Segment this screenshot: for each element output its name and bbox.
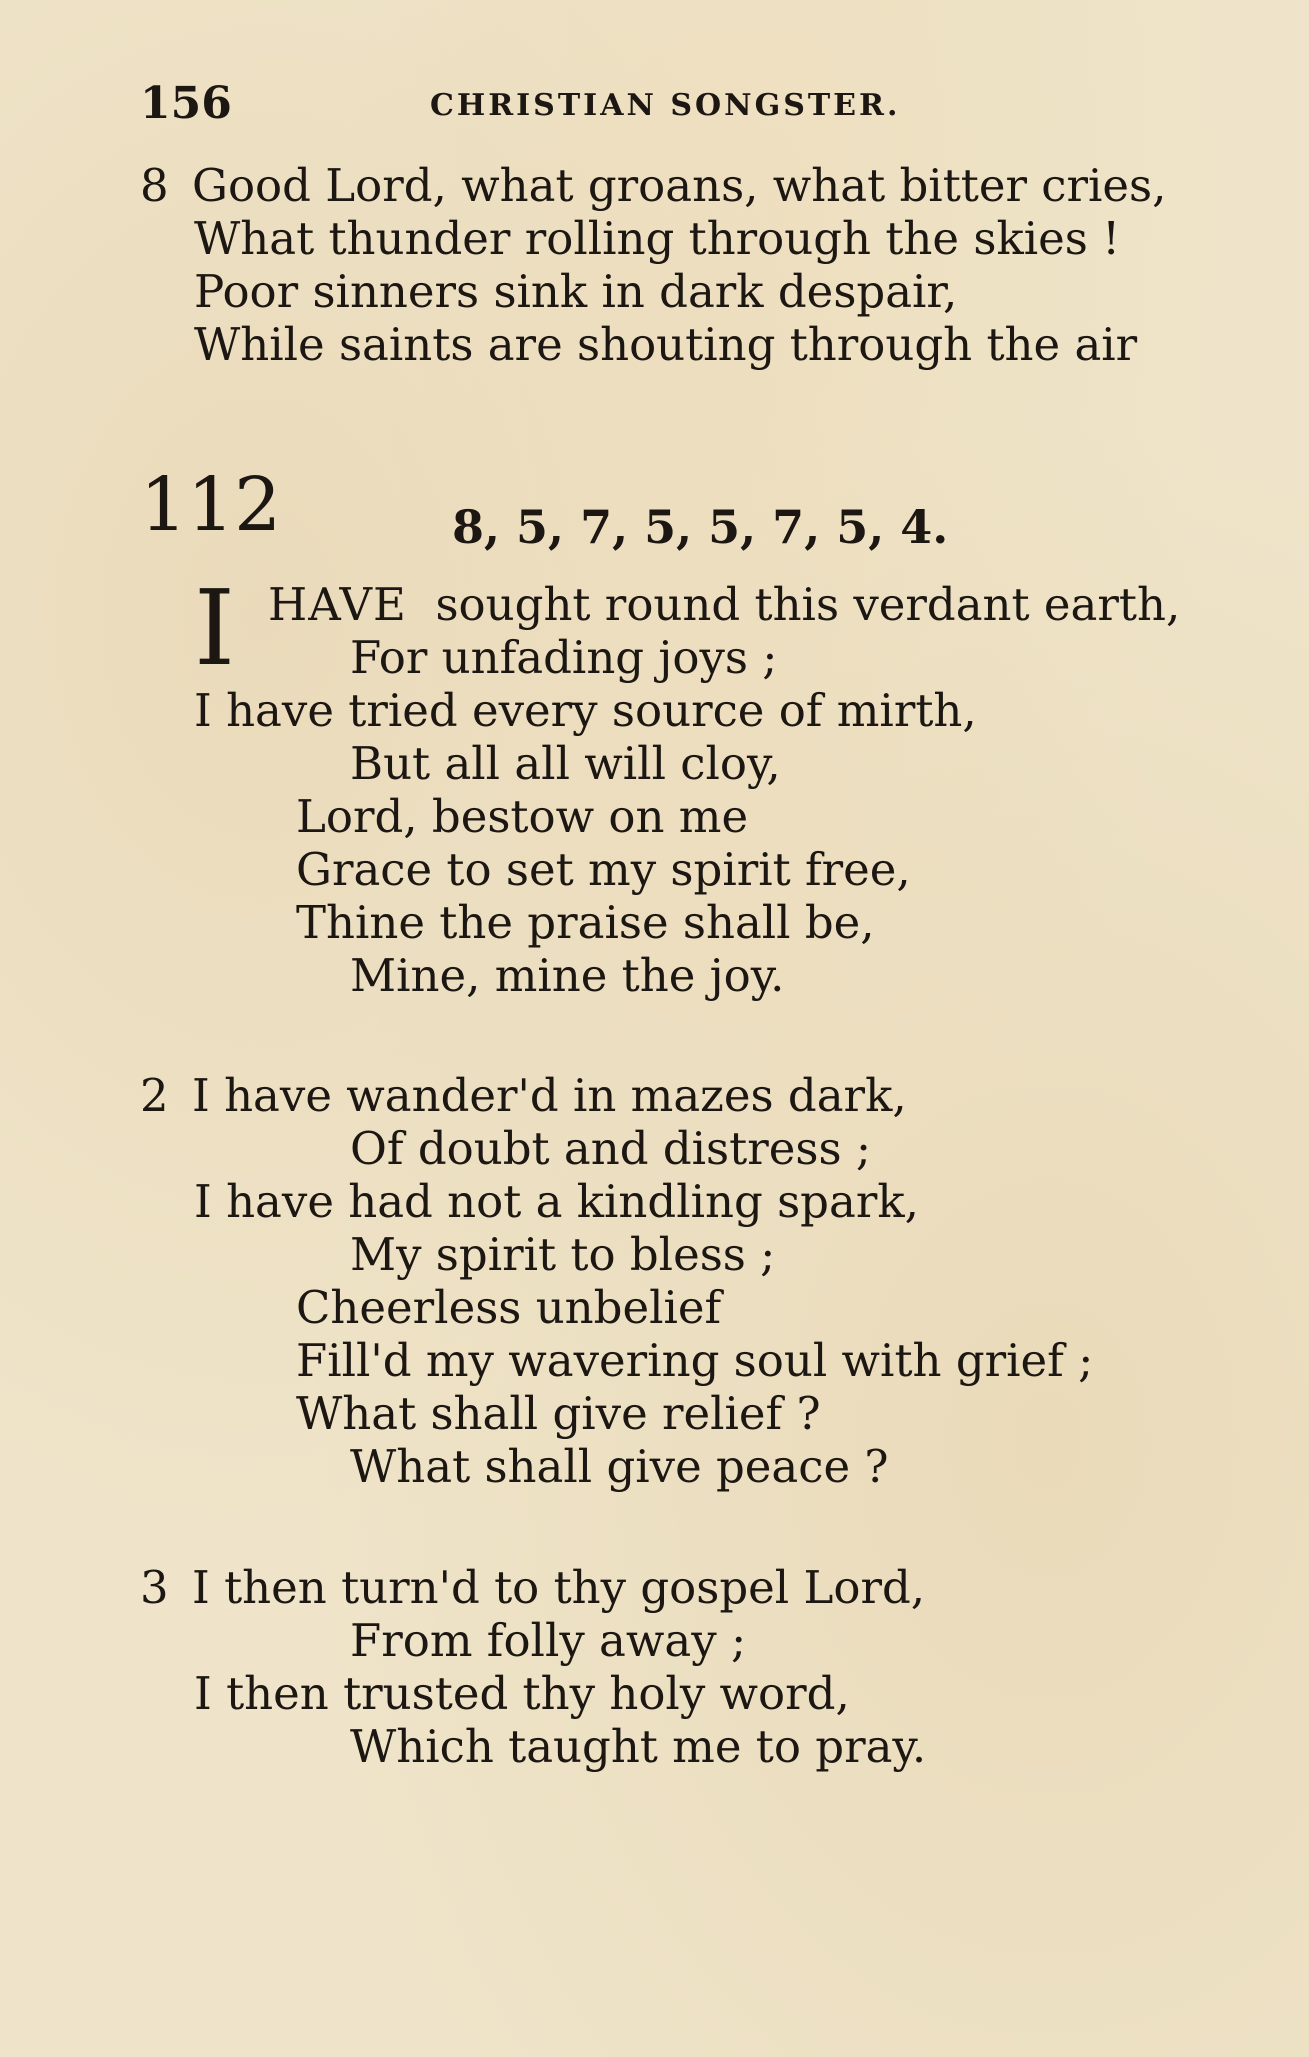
verse1-line-7: Thine the praise shall be, [296, 896, 875, 949]
verse2-line-8: What shall give peace ? [350, 1440, 889, 1493]
verse1-line-5: Lord, bestow on me [296, 790, 749, 843]
verse1-line-4: But all all will cloy, [350, 737, 781, 790]
verse2-line-7: What shall give relief ? [296, 1387, 821, 1440]
verse-number: 8 [140, 159, 169, 212]
prev-verse-line-1: 8 Good Lord, what groans, what bitter cries, [140, 159, 1167, 212]
prev-verse-line-2: What thunder rolling through the skies ! [194, 212, 1121, 265]
prev-verse-line-4: While saints are shouting through the air [194, 318, 1138, 371]
verse3-line-4: Which taught me to pray. [350, 1720, 927, 1773]
verse2-line-1: 2 I have wander'd in mazes dark, [140, 1069, 907, 1122]
verse1-line-6: Grace to set my spirit free, [296, 843, 911, 896]
page-header [140, 78, 1140, 138]
verse3-line-2: From folly away ; [350, 1614, 747, 1667]
verse2-line-5: Cheerless unbelief [296, 1281, 722, 1334]
verse1-line-3: I have tried every source of mirth, [194, 684, 977, 737]
verse1-line-1: HAVE sought round this verdant earth, [268, 578, 1181, 631]
running-title: CHRISTIAN SONGSTER. [430, 88, 901, 123]
verse1-line-2: For unfading joys ; [350, 631, 778, 684]
verse3-line-3: I then trusted thy holy word, [194, 1667, 850, 1720]
verse-number: 3 [140, 1561, 169, 1614]
hymn-number: 112 [140, 462, 282, 548]
verse2-line-3: I have had not a kindling spark, [194, 1175, 919, 1228]
verse3-line-1: 3 I then turn'd to thy gospel Lord, [140, 1561, 926, 1614]
page-number: 156 [140, 78, 232, 129]
hymn-meter: 8, 5, 7, 5, 5, 7, 5, 4. [452, 500, 949, 554]
verse1-line-8: Mine, mine the joy. [350, 949, 785, 1002]
verse2-line-6: Fill'd my wavering soul with grief ; [296, 1334, 1094, 1387]
verse-number: 2 [140, 1069, 169, 1122]
prev-verse-line-3: Poor sinners sink in dark despair, [194, 265, 958, 318]
verse2-line-4: My spirit to bless ; [350, 1228, 776, 1281]
drop-cap: I [194, 567, 236, 689]
verse2-line-2: Of doubt and distress ; [350, 1122, 872, 1175]
